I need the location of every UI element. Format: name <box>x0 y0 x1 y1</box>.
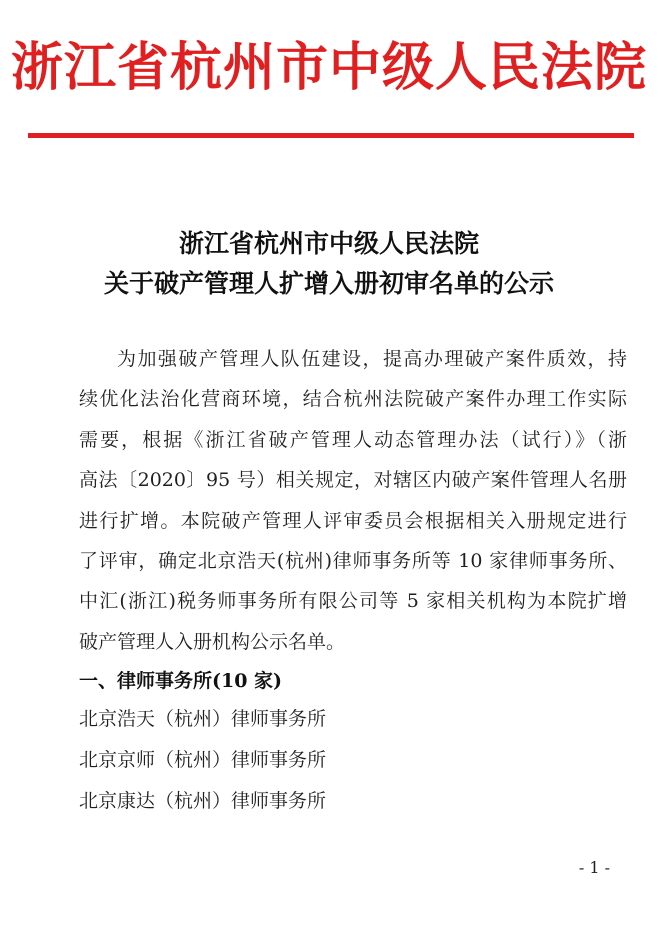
body-line: 了评审，确定北京浩天(杭州)律师事务所等 10 家律师事务所、 <box>79 550 627 573</box>
notice-body <box>79 339 627 662</box>
section-heading-law-firms: 一、律师事务所(10 家) <box>79 670 283 692</box>
body-line: 需要，根据《浙江省破产管理人动态管理办法（试行）》（浙 <box>79 428 627 451</box>
law-firm-item: 北京浩天（杭州）律师事务所 <box>79 708 327 730</box>
law-firm-item: 北京京师（杭州）律师事务所 <box>79 749 327 771</box>
court-masthead: 浙江省杭州市中级人民法院 <box>10 37 647 98</box>
body-line: 中汇(浙江)税务师事务所有限公司等 5 家相关机构为本院扩增 <box>79 590 627 613</box>
notice-title-line-2: 关于破产管理人扩增入册初审名单的公示 <box>103 269 554 298</box>
body-line: 破产管理人入册机构公示名单。 <box>79 630 346 653</box>
law-firm-item: 北京康达（杭州）律师事务所 <box>79 790 327 812</box>
red-divider-rule <box>28 133 634 138</box>
body-line: 进行扩增。本院破产管理人评审委员会根据相关入册规定进行 <box>79 509 627 532</box>
notice-title-line-1: 浙江省杭州市中级人民法院 <box>178 229 479 258</box>
body-line: 为加强破产管理人队伍建设，提高办理破产案件质效，持 <box>117 348 627 370</box>
body-line: 续优化法治化营商环境，结合杭州法院破产案件办理工作实际 <box>79 388 627 411</box>
page-number: - 1 - <box>578 858 610 877</box>
body-line: 高法〔2020〕95 号）相关规定，对辖区内破产案件管理人名册 <box>79 469 627 492</box>
